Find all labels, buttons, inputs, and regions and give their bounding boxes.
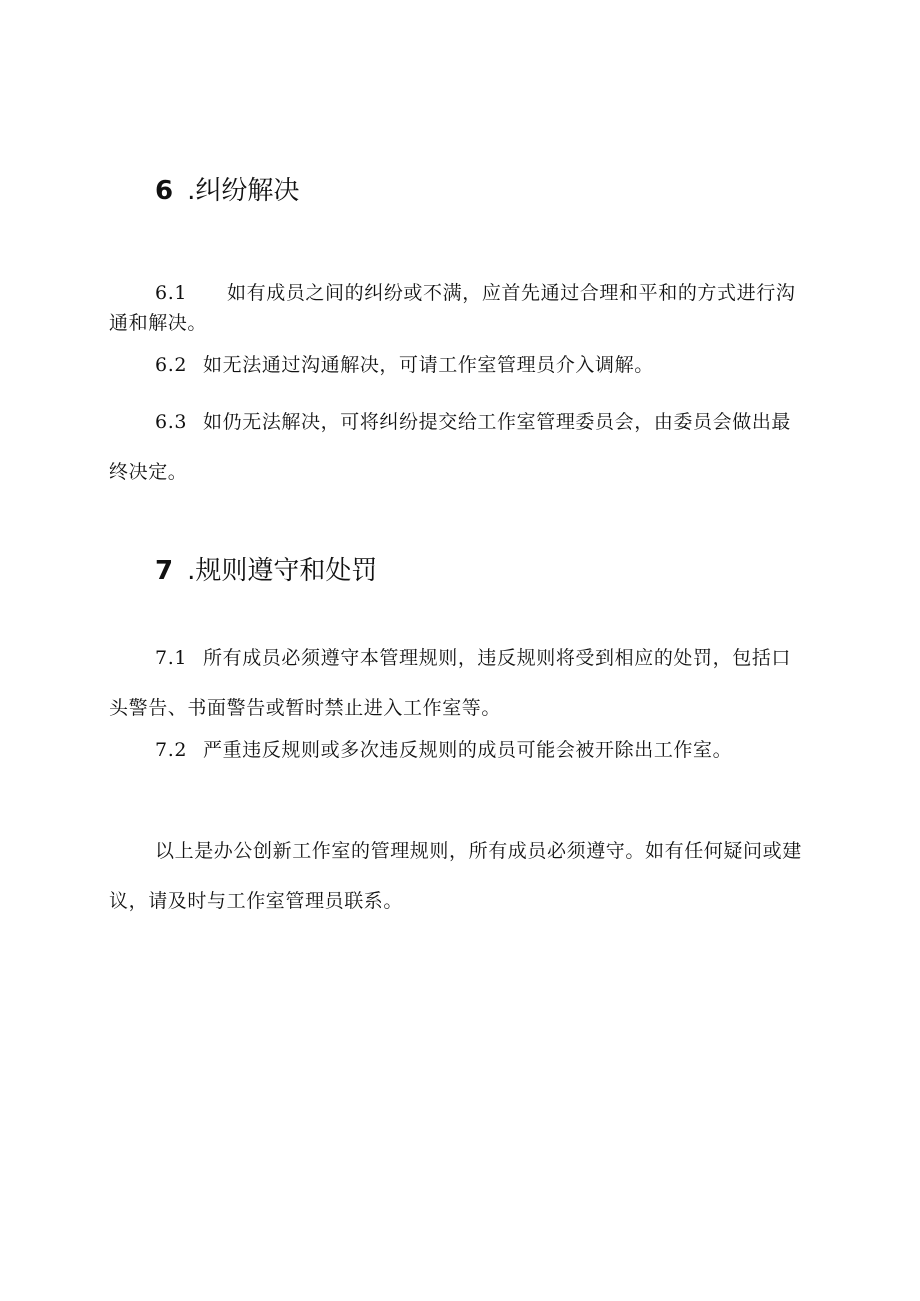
clause-6-2-text: 如无法通过沟通解决，可请工作室管理员介入调解。 (203, 354, 654, 376)
closing-paragraph: 以上是办公创新工作室的管理规则，所有成员必须遵守。如有任何疑问或建议，请及时与工作室管理员联系。 (109, 840, 802, 912)
section-6-title: .纠纷解决 (187, 176, 300, 206)
clause-7-2-text: 严重违反规则或多次违反规则的成员可能会被开除出工作室。 (203, 739, 733, 761)
clause-6-1-text: 如有成员之间的纠纷或不满，应首先通过合理和平和的方式进行沟通和解决。 (109, 282, 796, 334)
section-7-heading (155, 556, 377, 587)
clause-7-2-number: 7.2 (155, 739, 188, 761)
clause-6-2 (109, 350, 809, 380)
clause-6-1 (109, 278, 809, 338)
clause-7-1 (109, 633, 809, 733)
clause-6-3 (109, 397, 809, 497)
section-6-number: 6 (155, 176, 174, 206)
section-7-number: 7 (155, 556, 174, 586)
clause-6-3-text: 如仍无法解决，可将纠纷提交给工作室管理委员会，由委员会做出最终决定。 (109, 411, 792, 483)
clause-6-1-number: 6.1 (155, 282, 188, 304)
clause-6-2-number: 6.2 (155, 354, 188, 376)
clause-7-2 (109, 732, 809, 768)
clause-6-3-number: 6.3 (155, 411, 188, 433)
clause-7-1-text: 所有成员必须遵守本管理规则，违反规则将受到相应的处罚，包括口头警告、书面警告或暂时禁止进入工作室等。 (109, 647, 792, 719)
section-6-heading (155, 176, 299, 207)
section-7-title: .规则遵守和处罚 (187, 556, 378, 586)
clause-7-1-number: 7.1 (155, 647, 188, 669)
